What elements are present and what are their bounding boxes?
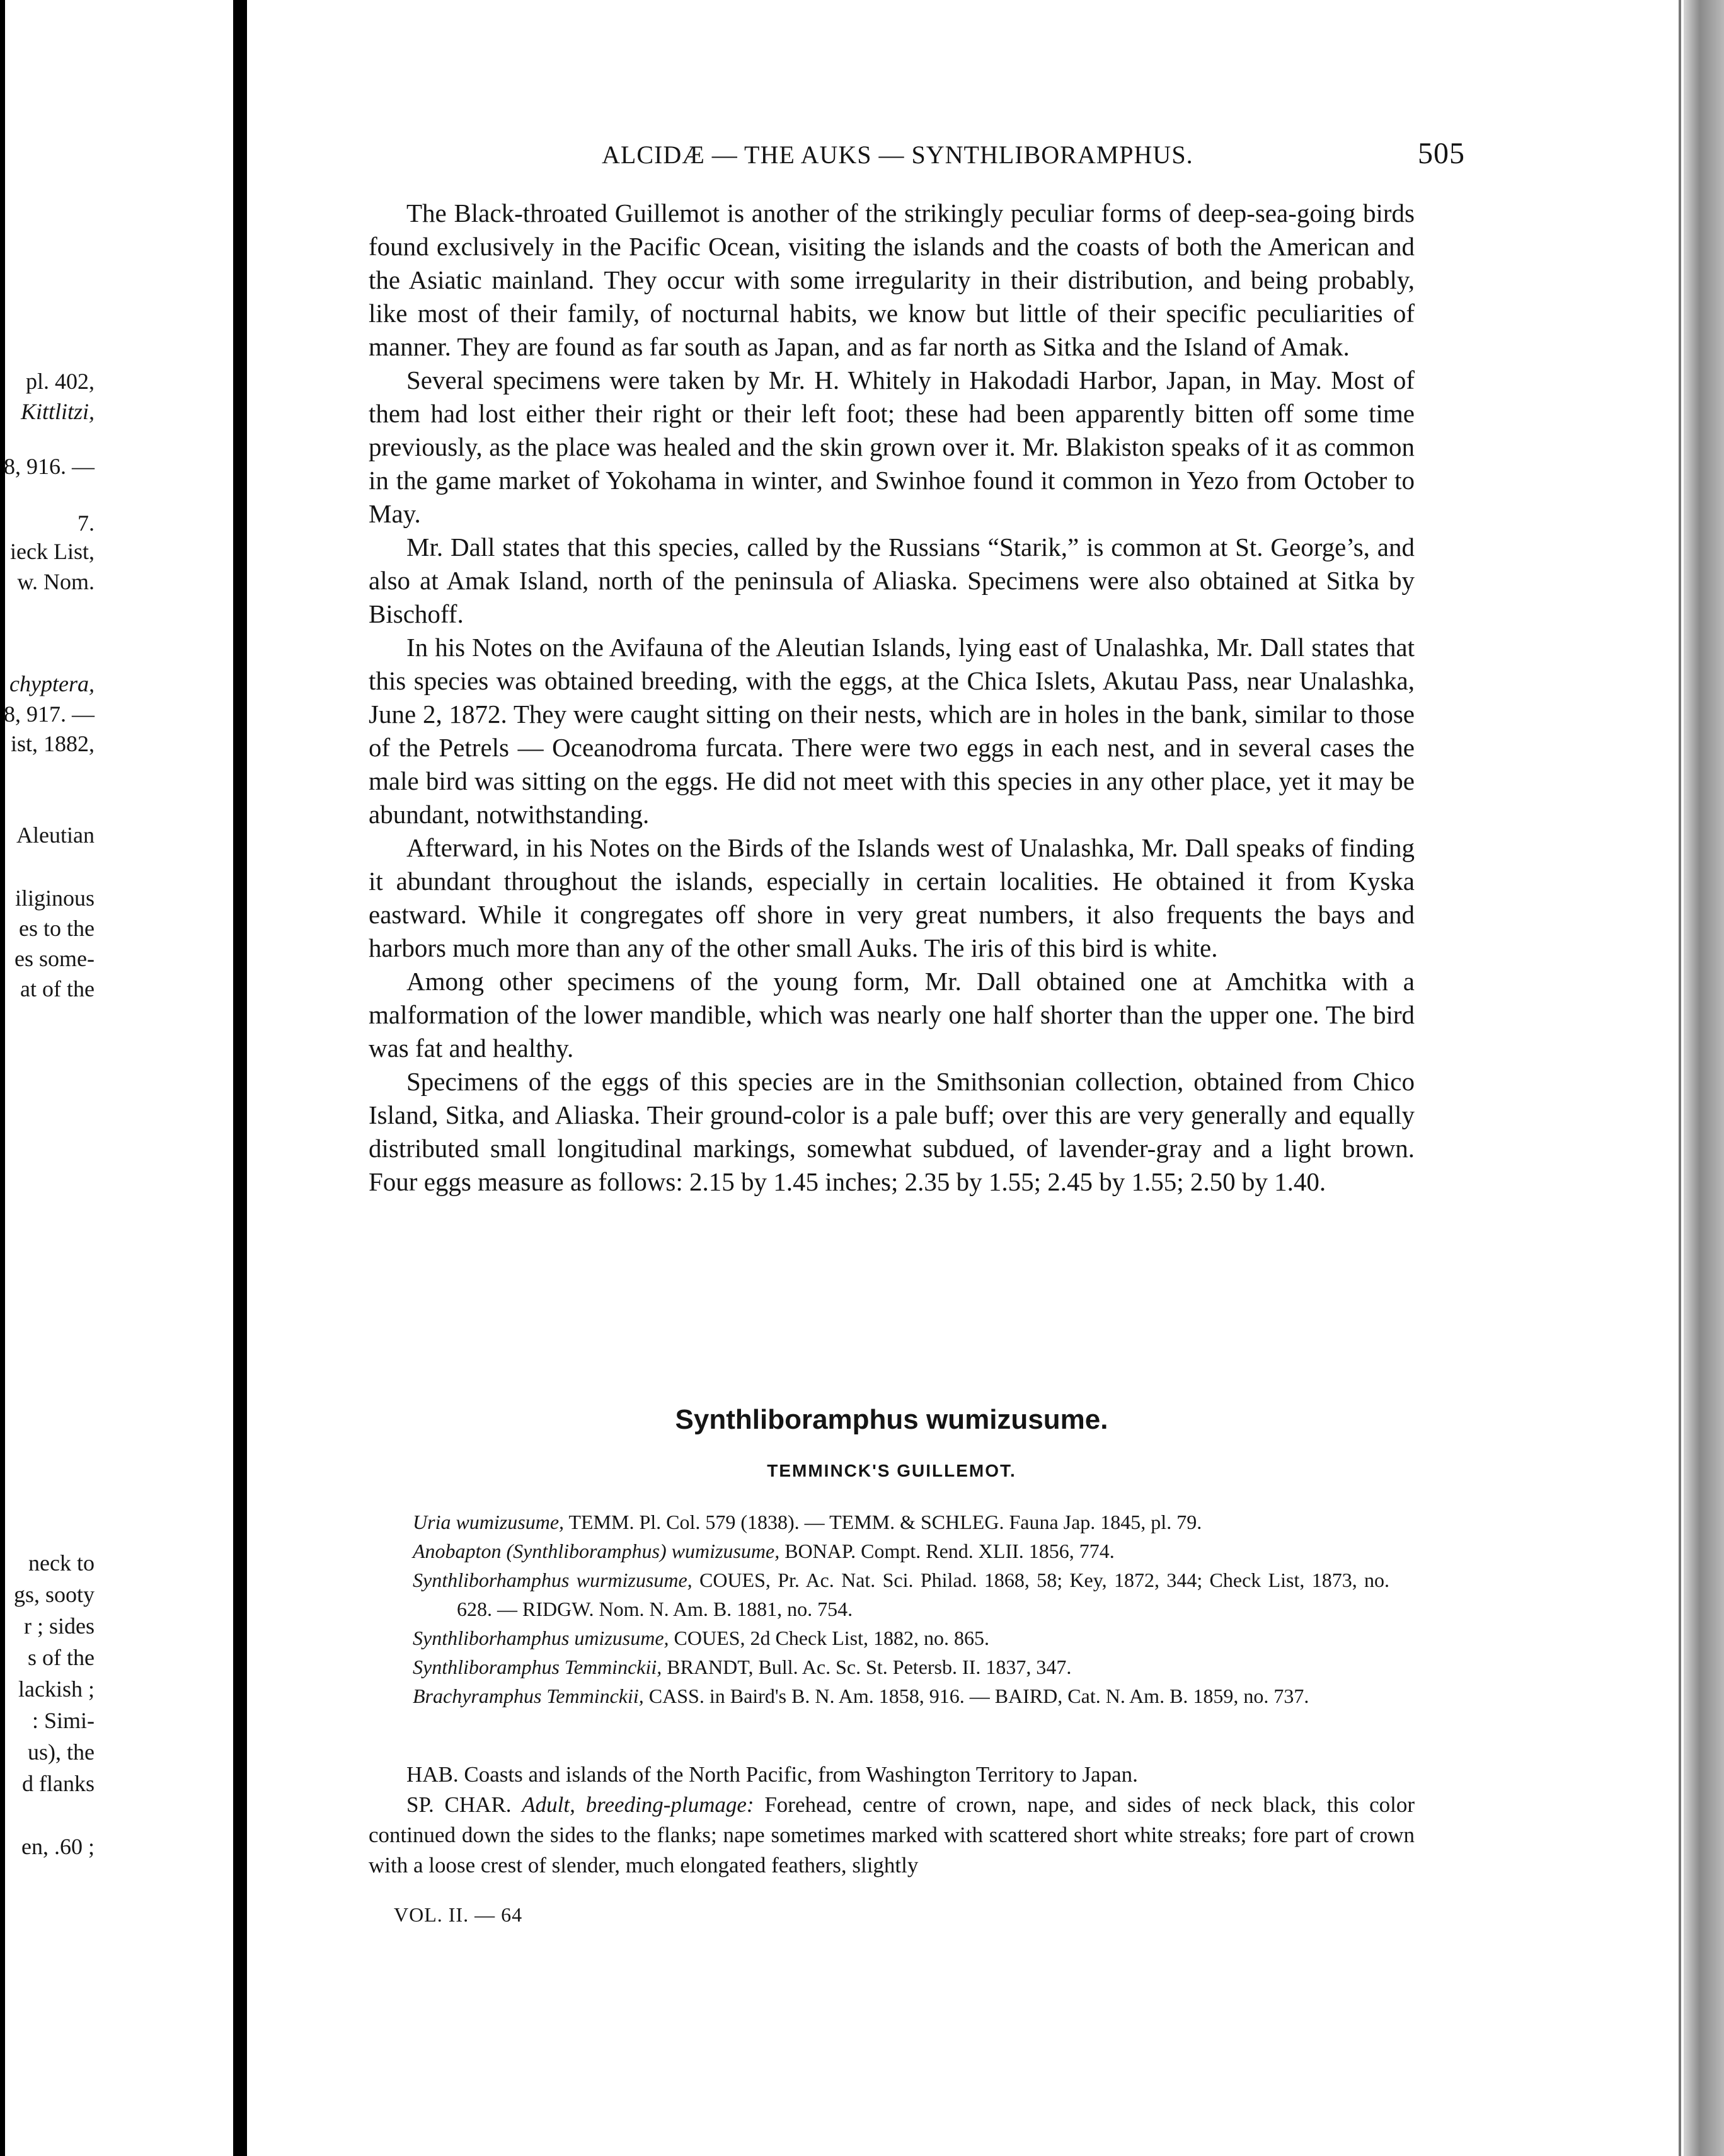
paragraph: Mr. Dall states that this species, called by the Russians “Starik,” is common at St. George’s, and also at Amak Island, north of the peninsula of Aliaska. Specimens were also obtained at Sitka by Bischoff. bbox=[369, 533, 1415, 628]
fragment-line: es some- bbox=[14, 946, 95, 971]
specific-characters-label: SP. CHAR. bbox=[406, 1792, 512, 1817]
page-edge-line bbox=[1679, 0, 1681, 2156]
fragment-line: iliginous bbox=[14, 885, 95, 911]
synonym-reference: COUES, 2d Check List, 1882, no. 865. bbox=[674, 1627, 989, 1649]
paragraph: Specimens of the eggs of this species are in the Smithsonian collection, obtained from Chico Island, Sitka, and Aliaska. Their ground-color is a pale buff; over this are very generally and equally distributed small longitudinal markings, somewhat subdued, of lavender-gray and a light brown. Four eggs measure as follows: 2.15 by 1.45 inches; 2.35 by 1.55; 2.45 by 1.55; 2.50 by 1.40. bbox=[369, 1067, 1415, 1196]
synonymy-list bbox=[413, 1507, 1389, 1710]
common-name-heading: TEMMINCK'S GUILLEMOT. bbox=[767, 1461, 1016, 1480]
synonym-name: Synthliborhamphus umizusume, bbox=[413, 1627, 669, 1649]
synonym-reference: BONAP. Compt. Rend. XLII. 1856, 774. bbox=[784, 1540, 1115, 1562]
fragment-line: pl. 402, bbox=[25, 369, 95, 394]
synonymy-entry bbox=[413, 1652, 1389, 1681]
habitat bbox=[369, 1760, 1415, 1790]
fragment-line: chyptera, bbox=[9, 671, 95, 696]
species-heading: Synthliboramphus wumizusume. bbox=[675, 1404, 1108, 1435]
paragraph: Several specimens were taken by Mr. H. Whitely in Hakodadi Harbor, Japan, in May. Most of them had lost either their right or their left foot; these had been apparently bitten off some time previously, as the place was healed and the skin grown over it. Mr. Blakiston speaks of it as common in the game market of Yokohama in winter, and Swinhoe found it common in Yezo from October to May. bbox=[369, 366, 1415, 528]
synonym-name: Brachyramphus Temminckii, bbox=[413, 1685, 644, 1707]
fragment-line: neck to bbox=[28, 1550, 95, 1576]
synonym-reference: CASS. in Baird's B. N. Am. 1858, 916. — BAIRD, Cat. N. Am. B. 1859, no. 737. bbox=[648, 1685, 1309, 1707]
paragraph: Afterward, in his Notes on the Birds of the Islands west of Unalashka, Mr. Dall speaks of finding it abundant throughout the islands, especially in certain localities. He obtained it from Kyska eastward. While it congregates off shore in very great numbers, it also frequents the bays and harbors much more than any of the other small Auks. The iris of this bird is white. bbox=[369, 833, 1415, 962]
synonymy-entry bbox=[413, 1507, 1389, 1536]
synonym-name: Anobapton (Synthliboramphus) wumizusume, bbox=[413, 1540, 780, 1562]
specific-characters-sublabel: Adult, breeding-plumage: bbox=[522, 1792, 754, 1817]
page-gutter bbox=[233, 0, 247, 2156]
fragment-line: lackish ; bbox=[18, 1676, 95, 1702]
synonym-name: Uria wumizusume, bbox=[413, 1511, 565, 1533]
paragraph: Among other specimens of the young form, Mr. Dall obtained one at Amchitka with a malformation of the lower mandible, which was nearly one half shorter than the upper one. The bird was fat and healthy. bbox=[369, 967, 1415, 1063]
fragment-line: us), the bbox=[28, 1739, 95, 1765]
fragment-line: r ; sides bbox=[24, 1613, 95, 1639]
fragment-line: Kittlitzi, bbox=[20, 399, 95, 424]
fragment-line: gs, sooty bbox=[13, 1582, 95, 1607]
fragment-line: 8, 917. — bbox=[4, 701, 95, 727]
habitat-and-characters bbox=[369, 1760, 1415, 1881]
fragment-line: es to the bbox=[19, 916, 95, 941]
synonym-reference: BRANDT, Bull. Ac. Sc. St. Petersb. II. 1837, 347. bbox=[667, 1656, 1072, 1678]
fragment-line: : Simi- bbox=[32, 1708, 95, 1733]
fragment-line: 7. bbox=[78, 510, 95, 536]
fragment-line: d flanks bbox=[22, 1771, 95, 1796]
fragment-line: ieck List, bbox=[10, 539, 95, 564]
running-head-title: ALCIDÆ — THE AUKS — SYNTHLIBORAMPHUS. bbox=[602, 141, 1193, 169]
fragment-line: at of the bbox=[20, 976, 95, 1001]
specific-characters-text: Forehead, centre of crown, nape, and sides of neck black, this color continued down the sides to the flanks; nape sometimes marked with scattered short white streaks; fore part of crown with a loose crest of slender, much elongated feathers, slightly bbox=[369, 1792, 1415, 1877]
fragment-line: Aleutian bbox=[16, 822, 95, 848]
specific-characters bbox=[369, 1790, 1415, 1881]
habitat-label: HAB. bbox=[406, 1762, 459, 1787]
body-text bbox=[369, 197, 1415, 1199]
signature-footer: VOL. II. — 64 bbox=[394, 1903, 523, 1926]
fragment-line: w. Nom. bbox=[17, 569, 95, 594]
synonymy-entry bbox=[413, 1623, 1389, 1652]
fragment-line: 8, 916. — bbox=[4, 454, 95, 479]
synonymy-entry bbox=[413, 1565, 1389, 1623]
synonymy-entry bbox=[413, 1681, 1389, 1710]
habitat-text: Coasts and islands of the North Pacific, from Washington Territory to Japan. bbox=[464, 1762, 1138, 1787]
fragment-line: en, .60 ; bbox=[21, 1834, 95, 1859]
fragment-line: ist, 1882, bbox=[10, 731, 95, 756]
page-edge-shadow bbox=[1684, 0, 1724, 2156]
synonym-name: Synthliboramphus Temminckii, bbox=[413, 1656, 662, 1678]
synonym-reference: COUES, Pr. Ac. Nat. Sci. Philad. 1868, 58; Key, 1872, 344; Check List, 1873, no. 628. — RIDGW. Nom. N. Am. B. 1881, no. 754. bbox=[457, 1569, 1390, 1620]
fragment-line: s of the bbox=[28, 1645, 95, 1670]
page-number: 505 bbox=[1418, 137, 1465, 170]
synonymy-entry bbox=[413, 1536, 1389, 1565]
paragraph: In his Notes on the Avifauna of the Aleutian Islands, lying east of Unalashka, Mr. Dall states that this species was obtained breeding, with the eggs, at the Chica Islets, Akutau Pass, near Unalashka, June 2, 1872. They were caught sitting on their nests, which are in holes in the bank, similar to those of the Petrels — Oceanodroma furcata. There were two eggs in each nest, and in several cases the male bird was sitting on the eggs. He did not meet with this species in any other place, yet it may be abundant, notwithstanding. bbox=[369, 633, 1415, 829]
paragraph: The Black-throated Guillemot is another of the strikingly peculiar forms of deep-sea-going birds found exclusively in the Pacific Ocean, visiting the islands and the coasts of both the American and the Asiatic mainland. They occur with some irregularity in their distribution, and being probably, like most of their family, of nocturnal habits, we know but little of their specific peculiarities of manner. They are found as far south as Japan, and as far north as Sitka and the Island of Amak. bbox=[369, 199, 1415, 361]
synonym-name: Synthliborhamphus wurmizusume, bbox=[413, 1569, 692, 1591]
synonym-reference: TEMM. Pl. Col. 579 (1838). — TEMM. & SCHLEG. Fauna Jap. 1845, pl. 79. bbox=[568, 1511, 1202, 1533]
